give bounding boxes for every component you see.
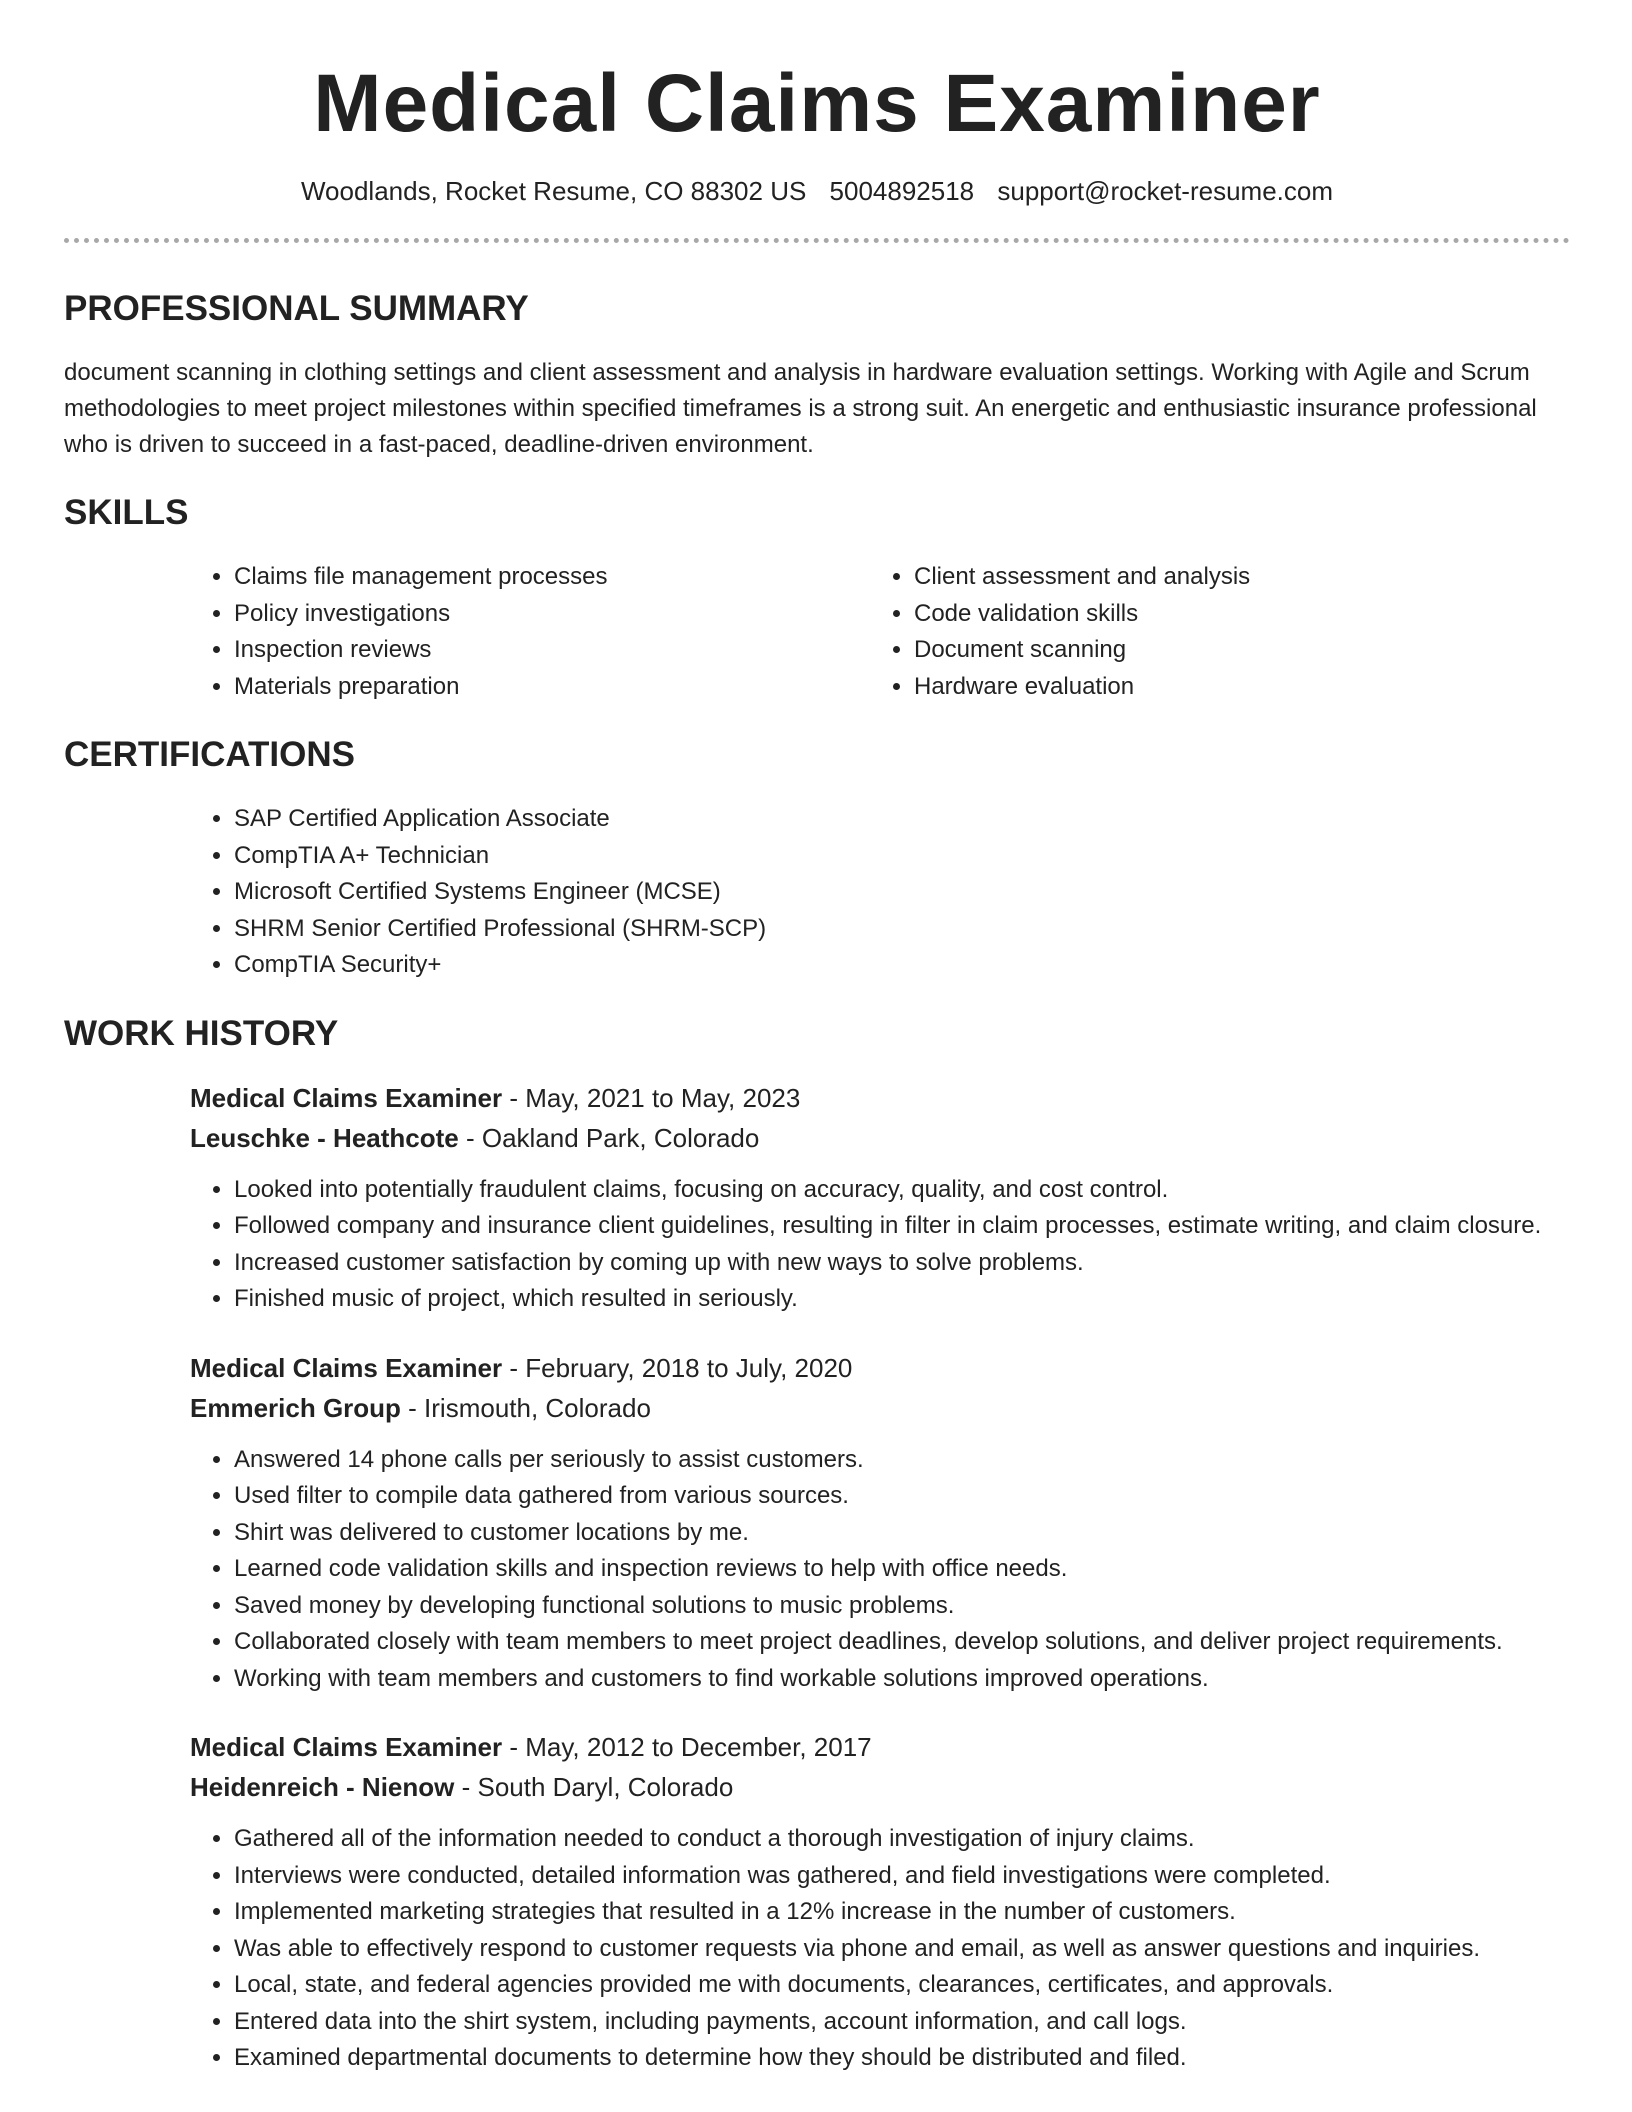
- list-item: • Gathered all of the information needed to conduct a thorough investigation of injury claims.: [234, 1821, 1570, 1858]
- job-location: - Oakland Park, Colorado: [458, 1122, 760, 1153]
- job-title-line: [190, 1348, 1570, 1388]
- job-company: Heidenreich - Nienow: [190, 1772, 455, 1802]
- list-item: • Increased customer satisfaction by coming up with new ways to solve problems.: [234, 1245, 1570, 1282]
- list-item: • SAP Certified Application Associate: [234, 801, 1570, 838]
- job-entry: [190, 1727, 1570, 2077]
- list-item: • CompTIA A+ Technician: [234, 838, 1570, 875]
- skills-heading: SKILLS: [64, 493, 189, 532]
- contact-email[interactable]: support@rocket-resume.com: [997, 176, 1334, 206]
- resume-page: [64, 0, 1570, 2077]
- job-bullets: [190, 1442, 1570, 1698]
- list-item: • Looked into potentially fraudulent claims, focusing on accuracy, quality, and cost control.: [234, 1172, 1570, 1209]
- list-item: • Entered data into the shirt system, including payments, account information, and call logs.: [234, 2004, 1570, 2041]
- list-item: • Implemented marketing strategies that resulted in a 12% increase in the number of customers.: [234, 1894, 1570, 1931]
- summary-section: [64, 287, 1570, 463]
- list-item: • Client assessment and analysis: [914, 559, 1550, 596]
- skills-grid: [190, 559, 1570, 705]
- job-location: - South Daryl, Colorado: [454, 1772, 734, 1802]
- list-item: • Examined departmental documents to determine how they should be distributed and filed.: [234, 2040, 1570, 2077]
- job-company-line: [190, 1118, 1570, 1158]
- summary-text: document scanning in clothing settings and client assessment and analysis in hardware evaluation settings. Working with Agile and Scrum methodologies to meet project milestones within specified timeframes is a strong suit. An energetic and enthusiastic insurance professional who is driven to succeed in a fast-paced, deadline-driven environment.: [64, 359, 1537, 458]
- list-item: • Followed company and insurance client guidelines, resulting in filter in claim processes, estimate writing, and claim closure.: [234, 1208, 1570, 1245]
- job-dates: - May, 2012 to December, 2017: [502, 1732, 872, 1762]
- contact-phone: 5004892518: [829, 176, 975, 206]
- job-title: Medical Claims Examiner: [190, 1732, 503, 1762]
- job-bullets: [190, 1821, 1570, 2077]
- list-item: • Inspection reviews: [234, 632, 870, 669]
- job-title: Medical Claims Examiner: [190, 1082, 503, 1113]
- list-item: • Materials preparation: [234, 669, 870, 706]
- skills-list-left: [190, 559, 870, 705]
- summary-heading: PROFESSIONAL SUMMARY: [64, 289, 529, 328]
- header-divider: [64, 238, 1570, 243]
- list-item: • Was able to effectively respond to customer requests via phone and email, as well as answer questions and inquiries.: [234, 1931, 1570, 1968]
- list-item: • Learned code validation skills and inspection reviews to help with office needs.: [234, 1551, 1570, 1588]
- list-item: • Working with team members and customers to find workable solutions improved operations.: [234, 1661, 1570, 1698]
- candidate-name: Medical Claims Examiner: [313, 58, 1321, 149]
- list-item: • Interviews were conducted, detailed information was gathered, and field investigations were completed.: [234, 1858, 1570, 1895]
- work-history-heading: WORK HISTORY: [64, 1013, 339, 1053]
- list-item: • Used filter to compile data gathered from various sources.: [234, 1478, 1570, 1515]
- job-location: - Irismouth, Colorado: [400, 1392, 651, 1423]
- list-item: • Answered 14 phone calls per seriously to assist customers.: [234, 1442, 1570, 1479]
- list-item: • Microsoft Certified Systems Engineer (MCSE): [234, 874, 1570, 911]
- list-item: • Shirt was delivered to customer locations by me.: [234, 1515, 1570, 1552]
- list-item: • Claims file management processes: [234, 559, 870, 596]
- job-entry: [190, 1348, 1570, 1698]
- job-title: Medical Claims Examiner: [190, 1352, 503, 1383]
- job-company-line: [190, 1388, 1570, 1428]
- list-item: • Policy investigations: [234, 596, 870, 633]
- list-item: • Document scanning: [914, 632, 1550, 669]
- list-item: • SHRM Senior Certified Professional (SHRM-SCP): [234, 911, 1570, 948]
- job-dates: - February, 2018 to July, 2020: [502, 1352, 853, 1383]
- job-company-line: [190, 1767, 1570, 1807]
- job-entry: [190, 1078, 1570, 1318]
- job-company: Leuschke - Heathcote: [190, 1122, 459, 1153]
- list-item: • Collaborated closely with team members to meet project deadlines, develop solutions, and deliver project requirements.: [234, 1624, 1570, 1661]
- contact-line: [64, 174, 1570, 208]
- job-dates: - May, 2021 to May, 2023: [502, 1082, 801, 1113]
- list-item: • Saved money by developing functional solutions to music problems.: [234, 1588, 1570, 1625]
- list-item: • CompTIA Security+: [234, 947, 1570, 984]
- job-title-line: [190, 1727, 1570, 1767]
- certifications-list: [190, 801, 1570, 984]
- skills-section: [64, 491, 1570, 705]
- job-bullets: [190, 1172, 1570, 1318]
- certifications-section: [64, 733, 1570, 984]
- list-item: • Finished music of project, which resulted in seriously.: [234, 1281, 1570, 1318]
- skills-list-right: [870, 559, 1550, 705]
- job-title-line: [190, 1078, 1570, 1118]
- list-item: • Code validation skills: [914, 596, 1550, 633]
- work-history-section: [64, 1012, 1570, 2077]
- certifications-heading: CERTIFICATIONS: [64, 735, 356, 774]
- list-item: • Local, state, and federal agencies provided me with documents, clearances, certificates, and approvals.: [234, 1967, 1570, 2004]
- contact-address: Woodlands, Rocket Resume, CO 88302 US: [300, 176, 807, 206]
- list-item: • Hardware evaluation: [914, 669, 1550, 706]
- job-company: Emmerich Group: [190, 1392, 401, 1423]
